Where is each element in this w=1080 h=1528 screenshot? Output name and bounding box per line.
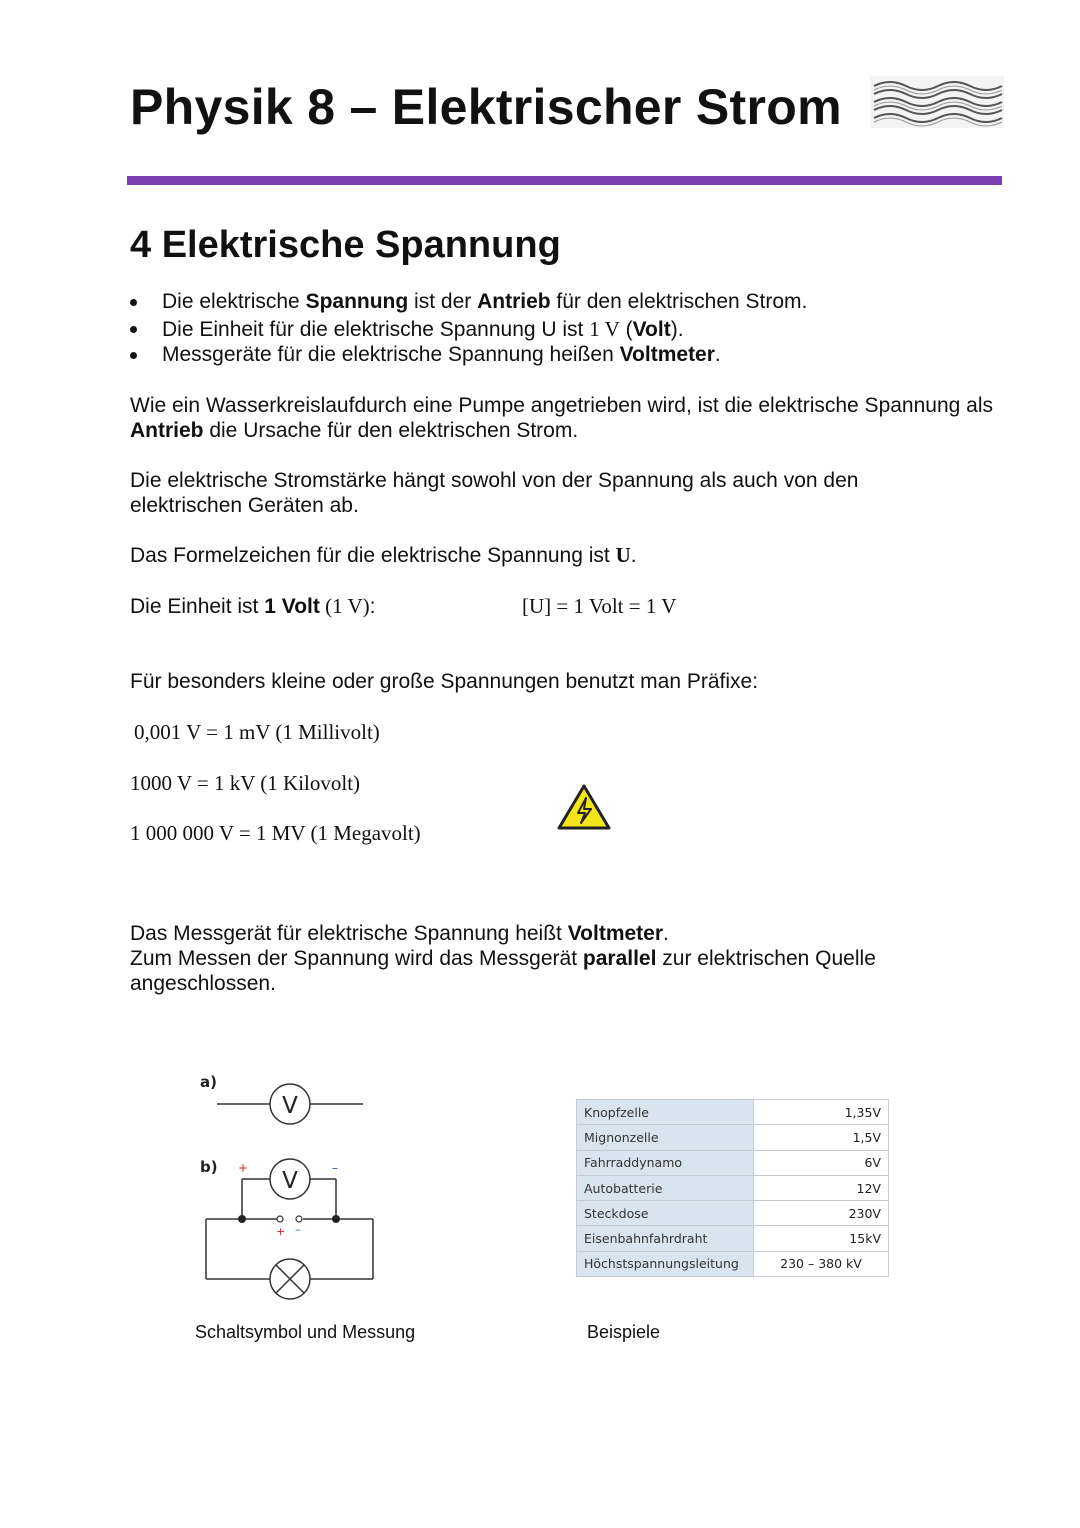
examples-caption: Beispiele bbox=[587, 1322, 661, 1342]
source-terminal bbox=[296, 1216, 302, 1222]
table-cell-value: 12V bbox=[754, 1175, 889, 1200]
key-points-list bbox=[130, 289, 807, 369]
table-row bbox=[577, 1201, 889, 1226]
table-row bbox=[577, 1100, 889, 1125]
unit-formula: [U] = 1 Volt = 1 V bbox=[522, 594, 677, 618]
bullet-icon bbox=[130, 299, 137, 306]
plus-sign: + bbox=[276, 1225, 286, 1238]
table-cell-value: 15kV bbox=[754, 1226, 889, 1251]
lamp-symbol bbox=[270, 1259, 310, 1299]
bullet-icon bbox=[130, 352, 137, 359]
table-cell-value: 1,5V bbox=[754, 1125, 889, 1150]
table-cell-value: 230 – 380 kV bbox=[754, 1251, 889, 1276]
list-item: Messgeräte für die elektrische Spannung heißen Voltmeter. bbox=[130, 342, 807, 369]
table-row bbox=[577, 1251, 889, 1276]
voltmeter-v-label: V bbox=[282, 1168, 298, 1194]
prefix-intro: Für besonders kleine oder große Spannungen benutzt man Präfixe: bbox=[130, 670, 759, 693]
water-analogy-paragraph: Wie ein Wasserkreislaufdurch eine Pumpe angetrieben wird, ist die elektrische Spannung als Antrieb die Ursache für den elektrischen Strom. bbox=[130, 394, 993, 442]
table-row bbox=[577, 1150, 889, 1175]
table-cell-value: 1,35V bbox=[754, 1100, 889, 1125]
circuit-caption: Schaltsymbol und Messung bbox=[195, 1322, 416, 1342]
source-terminal bbox=[277, 1216, 283, 1222]
coil-image bbox=[870, 76, 1004, 128]
table-cell-name: Autobatterie bbox=[577, 1175, 754, 1200]
prefix-milli: 0,001 V = 1 mV (1 Millivolt) bbox=[134, 720, 380, 744]
page-title: Physik 8 – Elektrischer Strom bbox=[130, 79, 842, 135]
table-cell-name: Steckdose bbox=[577, 1201, 754, 1226]
voltage-examples-table bbox=[576, 1099, 889, 1277]
table-cell-name: Eisenbahnfahrdraht bbox=[577, 1226, 754, 1251]
header-divider bbox=[127, 176, 1002, 185]
table-row bbox=[577, 1175, 889, 1200]
voltmeter-circuit-diagram bbox=[190, 1068, 390, 1304]
table-cell-name: Fahrraddynamo bbox=[577, 1150, 754, 1175]
table-cell-value: 6V bbox=[754, 1150, 889, 1175]
minus-sign: – bbox=[332, 1161, 338, 1175]
junction-dot bbox=[238, 1215, 246, 1223]
symbol-paragraph: Das Formelzeichen für die elektrische Spannung ist U. bbox=[130, 543, 637, 567]
label-b: b) bbox=[200, 1158, 218, 1176]
section-heading: 4 Elektrische Spannung bbox=[130, 224, 561, 266]
voltmeter-paragraph: Das Messgerät für elektrische Spannung heißt Voltmeter. Zum Messen der Spannung wird das Messgerät parallel zur elektrischen Quelle angeschlossen. bbox=[130, 922, 876, 995]
table-row bbox=[577, 1226, 889, 1251]
list-item: Die Einheit für die elektrische Spannung U ist 1 V (Volt). bbox=[130, 316, 807, 343]
table-cell-name: Mignonzelle bbox=[577, 1125, 754, 1150]
junction-dot bbox=[332, 1215, 340, 1223]
table-cell-name: Knopfzelle bbox=[577, 1100, 754, 1125]
minus-sign: – bbox=[295, 1223, 301, 1236]
table-row bbox=[577, 1125, 889, 1150]
table-cell-value: 230V bbox=[754, 1201, 889, 1226]
prefix-mega: 1 000 000 V = 1 MV (1 Megavolt) bbox=[130, 821, 421, 845]
plus-sign: + bbox=[238, 1161, 249, 1175]
label-a: a) bbox=[200, 1073, 217, 1091]
prefix-kilo: 1000 V = 1 kV (1 Kilovolt) bbox=[130, 771, 361, 795]
current-dependency-paragraph: Die elektrische Stromstärke hängt sowohl von der Spannung als auch von den elektrischen Geräten ab. bbox=[130, 469, 859, 517]
bullet-icon bbox=[130, 326, 137, 333]
high-voltage-warning-icon bbox=[556, 783, 612, 831]
voltmeter-v-label: V bbox=[282, 1093, 298, 1119]
table-cell-name: Höchstspannungsleitung bbox=[577, 1251, 754, 1276]
list-item: Die elektrische Spannung ist der Antrieb für den elektrischen Strom. bbox=[130, 289, 807, 316]
unit-paragraph: Die Einheit ist 1 Volt (1 V): bbox=[130, 594, 376, 618]
